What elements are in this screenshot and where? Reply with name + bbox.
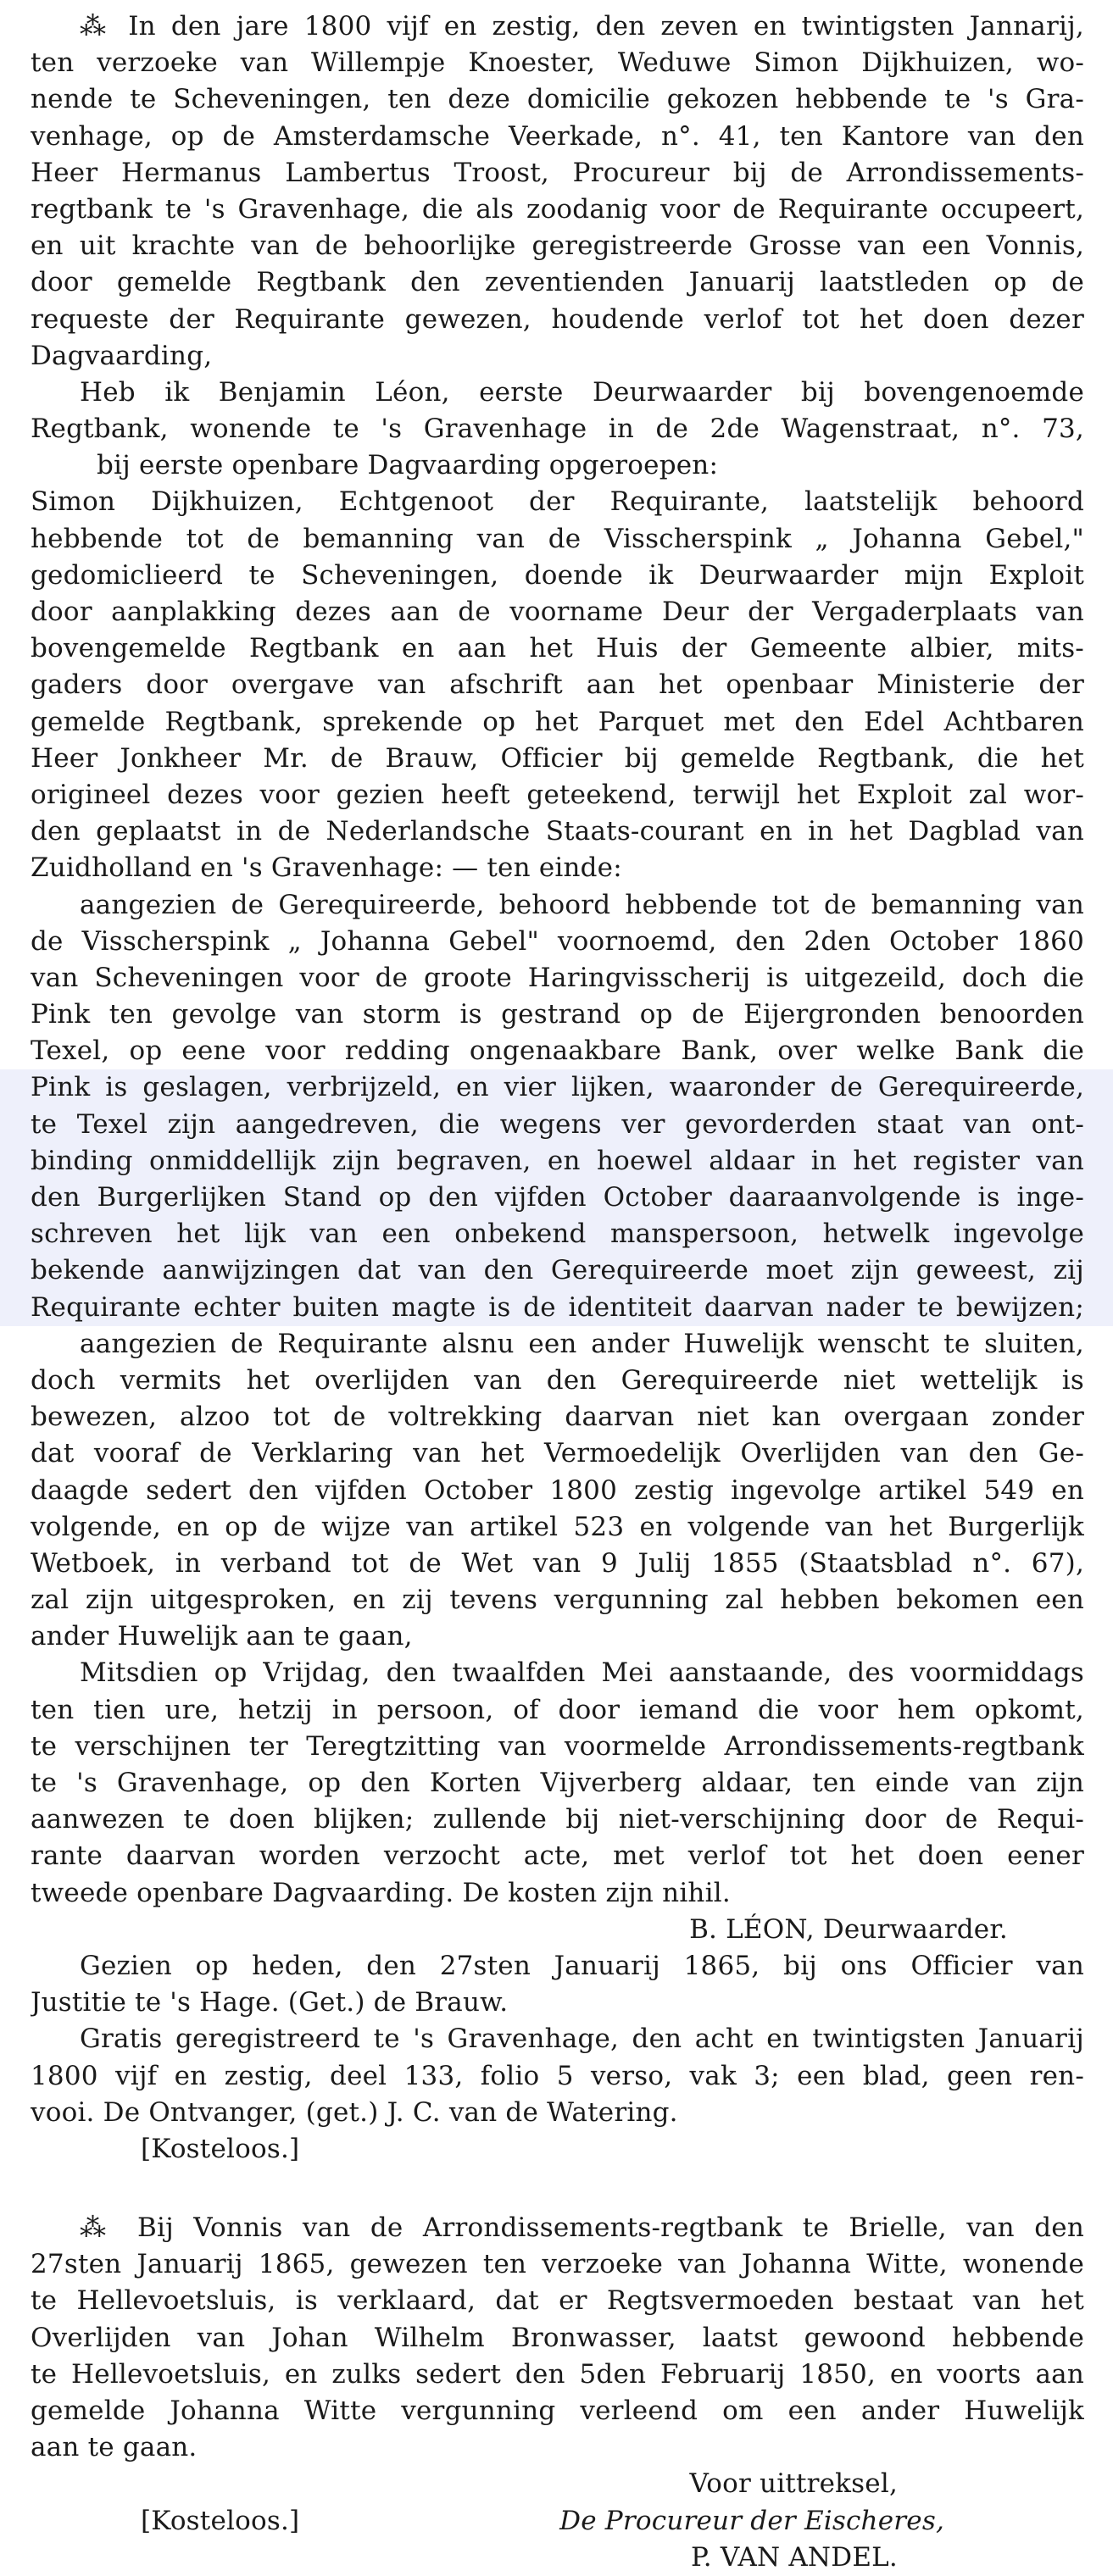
text-line: Zuidholland en 's Gravenhage: — ten einde: — [31, 852, 622, 884]
text-line: gedomiclieerd te Scheveningen, doende ik Deurwaarder mijn Exploit — [31, 559, 1084, 591]
text-line: en uit krachte van de behoorlijke geregistreerde Grosse van een Vonnis, — [31, 230, 1084, 262]
text-line: Pink ten gevolge van storm is gestrand op de Eijergronden benoorden — [31, 999, 1084, 1030]
closing-line: Voor uittreksel, — [689, 2468, 898, 2500]
text-line: 1800 vijf en zestig, deel 133, folio 5 verso, vak 3; een blad, geen ren- — [31, 2060, 1084, 2091]
text-line: te verschijnen ter Teregtzitting van voormelde Arrondissements-regtbank — [31, 1730, 1084, 1762]
text-line: origineel dezes voor gezien heeft geteekend, terwijl het Exploit zal wor- — [31, 779, 1084, 810]
text-line-highlighted: binding onmiddellijk zijn begraven, en hoewel aldaar in het register van — [0, 1143, 1113, 1180]
text-line: hebbende tot de bemanning van de Visscherspink „ Johanna Gebel," — [31, 523, 1084, 554]
text-line: van Scheveningen voor de groote Haringvisscherij is uitgezeild, doch die — [31, 962, 1084, 993]
text-line-highlighted: bekende aanwijzingen dat van den Gerequireerde moet zijn geweest, zij — [0, 1252, 1113, 1289]
text-line: venhage, op de Amsterdamsche Veerkade, n°. 41, ten Kantore van den — [31, 120, 1084, 152]
text-line: ⁂ In den jare 1800 vijf en zestig, den zeven en twintigsten Jannarij, — [80, 11, 1084, 42]
text-line: requeste der Requirante gewezen, houdende verlof tot het doen dezer — [31, 303, 1084, 335]
text-line: Gezien op heden, den 27sten Januarij 1865, bij ons Officier van — [80, 1950, 1084, 1981]
text-line: daagde sedert den vijfden October 1800 zestig ingevolge artikel 549 en — [31, 1474, 1084, 1506]
text-line: bij eerste openbare Dagvaarding opgeroepen: — [97, 450, 719, 481]
text-line: den geplaatst in de Nederlandsche Staats-courant en in het Dagblad van — [31, 816, 1084, 847]
text-line: te Hellevoetsluis, en zulks sedert den 5den Februarij 1850, en voorts aan — [31, 2358, 1084, 2390]
text-line: gaders door overgave van afschrift aan het openbaar Ministerie der — [31, 669, 1084, 701]
text-line: Heer Jonkheer Mr. de Brauw, Officier bij gemelde Regtbank, die het — [31, 742, 1084, 774]
text-line: gemelde Johanna Witte vergunning verleend om een ander Huwelijk — [31, 2396, 1084, 2426]
text-line: volgende, en op de wijze van artikel 523 en volgende van het Burgerlijk — [31, 1511, 1084, 1542]
text-line: ⁂ Bij Vonnis van de Arrondissements-regtbank te Brielle, van den — [80, 2212, 1084, 2244]
text-line: doch vermits het overlijden van den Gerequireerde niet wettelijk is — [31, 1364, 1084, 1396]
text-line: Texel, op eene voor redding ongenaakbare Bank, over welke Bank die — [31, 1035, 1084, 1067]
text-line: Simon Dijkhuizen, Echtgenoot der Requirante, laatstelijk behoord — [31, 486, 1084, 518]
text-line: regtbank te 's Gravenhage, die als zoodanig voor de Requirante occupeert, — [31, 193, 1084, 225]
notice-dagvaarding — [31, 8, 1084, 2168]
text-line: vooi. De Ontvanger, (get.) J. C. van de Watering. — [31, 2096, 678, 2128]
text-line: de Visscherspink „ Johanna Gebel" voornoemd, den 2den October 1860 — [31, 925, 1084, 957]
text-line: ten verzoeke van Willempje Knoester, Weduwe Simon Dijkhuizen, wo- — [31, 47, 1084, 79]
text-line: te 's Gravenhage, op den Korten Vijverberg aldaar, ten einde van zijn — [31, 1768, 1084, 1798]
section-gap — [31, 2168, 1084, 2210]
text-line: Heer Hermanus Lambertus Troost, Procureur bij de Arrondissements- — [31, 157, 1084, 188]
text-line: tweede openbare Dagvaarding. De kosten zijn nihil. — [31, 1877, 731, 1908]
notice-vonnis — [31, 2210, 1084, 2576]
text-line: ten tien ure, hetzij in persoon, of door iemand die voor hem opkomt, — [31, 1694, 1084, 1725]
text-line: bovengemelde Regtbank en aan het Huis der Gemeente albier, mits- — [31, 633, 1084, 664]
text-line-highlighted: te Texel zijn aangedreven, die wegens ver gevorderden staat van ont- — [0, 1107, 1113, 1143]
text-line: door aanplakking dezes aan de voorname Deur der Vergaderplaats van — [31, 597, 1084, 627]
procureur-title: De Procureur der Eischeres, — [559, 2505, 944, 2536]
kosteloos-label: [Kosteloos.] — [141, 2505, 300, 2536]
text-line: aan te gaan. — [31, 2432, 198, 2463]
text-line-highlighted: Pink is geslagen, verbrijzeld, en vier lijken, waaronder de Gerequireerde, — [0, 1069, 1113, 1106]
text-line-highlighted: Requirante echter buiten magte is de identiteit daarvan nader te bewijzen; — [0, 1290, 1113, 1326]
text-line: Regtbank, wonende te 's Gravenhage in de 2de Wagenstraat, n°. 73, — [31, 414, 1084, 445]
text-line: Justitie te 's Hage. (Get.) de Brauw. — [31, 1987, 509, 2018]
text-line: Heb ik Benjamin Léon, eerste Deurwaarder bij bovengenoemde — [80, 376, 1084, 408]
footer-row — [31, 2503, 1084, 2540]
text-line: gemelde Regtbank, sprekende op het Parquet met den Edel Achtbaren — [31, 706, 1084, 737]
text-line: aanwezen te doen blijken; zullende bij niet-verschijning door de Requi- — [31, 1804, 1084, 1835]
text-line: Wetboek, in verband tot de Wet van 9 Julij 1855 (Staatsblad n°. 67), — [31, 1547, 1084, 1579]
text-line-highlighted: schreven het lijk van een onbekend manspersoon, hetwelk ingevolge — [0, 1216, 1113, 1252]
signature-procureur: P. VAN ANDEL. — [691, 2541, 898, 2573]
text-line: rante daarvan worden verzocht acte, met verlof tot het doen eener — [31, 1840, 1084, 1872]
text-line: Mitsdien op Vrijdag, den twaalfden Mei aanstaande, des voormiddags — [80, 1657, 1084, 1689]
text-line: Gratis geregistreerd te 's Gravenhage, den acht en twintigsten Januarij — [80, 2024, 1084, 2055]
text-line: dat vooraf de Verklaring van het Vermoedelijk Overlijden van den Ge- — [31, 1438, 1084, 1469]
text-line: nende te Scheveningen, ten deze domicilie gekozen hebbende te 's Gra- — [31, 84, 1084, 115]
text-line: aangezien de Gerequireerde, behoord hebbende tot de bemanning van — [80, 889, 1084, 920]
text-line: ander Huwelijk aan te gaan, — [31, 1621, 413, 1652]
text-line: Overlijden van Johan Wilhelm Bronwasser, laatst gewoond hebbende — [31, 2322, 1084, 2353]
text-line: aangezien de Requirante alsnu een ander Huwelijk wenscht te sluiten, — [80, 1328, 1084, 1359]
kosteloos-label: [Kosteloos.] — [141, 2133, 300, 2164]
text-line: zal zijn uitgesproken, en zij tevens vergunning zal hebben bekomen een — [31, 1585, 1084, 1616]
text-line: te Hellevoetsluis, is verklaard, dat er Regtsvermoeden bestaat van het — [31, 2285, 1084, 2317]
text-line-highlighted: den Burgerlijken Stand op den vijfden October daaraanvolgende is inge- — [0, 1180, 1113, 1216]
text-line: bewezen, alzoo tot de voltrekking daarvan niet kan overgaan zonder — [31, 1402, 1084, 1433]
text-line: door gemelde Regtbank den zeventienden Januarij laatstleden op de — [31, 267, 1084, 298]
text-line: 27sten Januarij 1865, gewezen ten verzoeke van Johanna Witte, wonende — [31, 2249, 1084, 2280]
text-line: Dagvaarding, — [31, 340, 213, 371]
signature-deurwaarder: B. LÉON, Deurwaarder. — [689, 1913, 1008, 1945]
